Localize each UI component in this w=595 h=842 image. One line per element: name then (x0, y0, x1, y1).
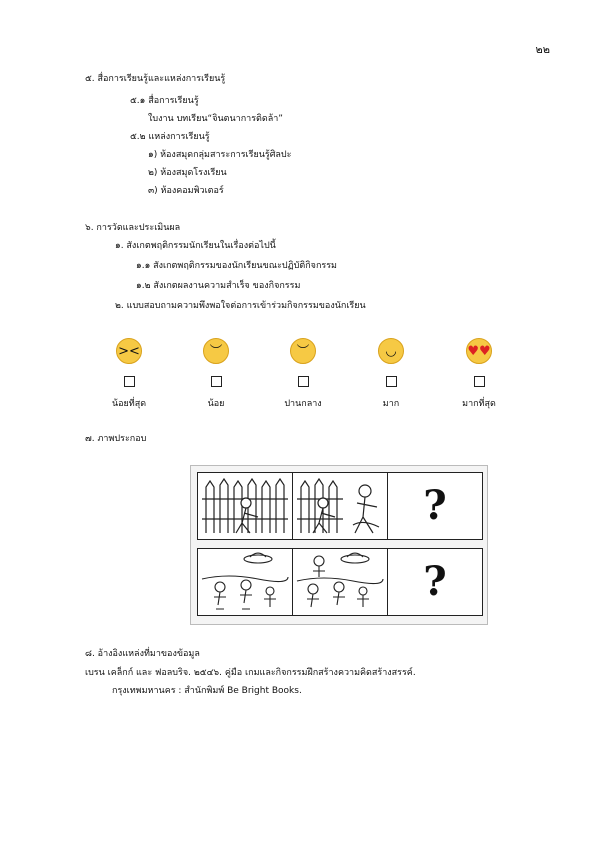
rating-label: มากที่สุด (462, 399, 496, 409)
rating-label: น้อย (207, 399, 225, 409)
section7-heading: ๗. ภาพประกอบ (85, 434, 147, 444)
section5-sub2-item: ๓) ห้องคอมพิวเตอร์ (148, 186, 224, 196)
reference-line-2: กรุงเทพมหานคร : สำนักพิมพ์ Be Bright Books. (112, 686, 302, 696)
reference-line-1: เบรน เคล็กก์ และ ฟอลบริจ. ๒๕๔๖. คู่มือ เกมและกิจกรรมฝึกสร้างความคิดสร้างสรรค์. (85, 668, 416, 678)
ufo-scene-illustration (198, 549, 291, 614)
section5-heading: ๕. สื่อการเรียนรู้และแหล่งการเรียนรู้ (85, 74, 226, 84)
rating-checkbox-very-high[interactable] (474, 376, 485, 387)
comic-panel-ufo-1 (197, 548, 293, 616)
section8-heading: ๘. อ้างอิงแหล่งที่มาของข้อมูล (85, 649, 200, 659)
page-number: ๒๒ (535, 43, 550, 56)
section6-item1: ๑. สังเกตพฤติกรรมนักเรียนในเรื่องต่อไปนี้ (115, 241, 276, 251)
rating-checkbox-medium[interactable] (298, 376, 309, 387)
comic-panel-ufo-2 (292, 548, 388, 616)
rating-checkbox-high[interactable] (386, 376, 397, 387)
rating-faces (0, 338, 595, 368)
fence-scene-illustration (293, 473, 386, 538)
rating-label: น้อยที่สุด (111, 399, 147, 409)
rating-checkbox-very-low[interactable] (124, 376, 135, 387)
rating-label: ปานกลาง (284, 399, 322, 409)
section5-sub1-item: ใบงาน บทเรียน“จินตนาการติดล้า” (148, 114, 283, 124)
section5-sub2-item: ๒) ห้องสมุดโรงเรียน (148, 168, 227, 178)
comic-panel-question-1: ? (387, 472, 483, 540)
rating-label: มาก (382, 399, 400, 409)
section6-item2: ๒. แบบสอบถามความพึงพอใจต่อการเข้าร่วมกิจกรรมของนักเรียน (115, 301, 366, 311)
comic-panel-question-2: ? (387, 548, 483, 616)
section5-sub2-item: ๑) ห้องสมุดกลุ่มสาระการเรียนรู้ศิลปะ (148, 150, 292, 160)
confounded-face-icon: >< (116, 338, 142, 364)
ufo-scene-illustration (293, 549, 386, 614)
section5-sub1: ๕.๑ สื่อการเรียนรู้ (130, 96, 199, 106)
pensive-face-icon: ︶ (290, 338, 316, 364)
comic-panel-fence-1 (197, 472, 293, 540)
fence-scene-illustration (198, 473, 291, 538)
section5-sub2: ๕.๒ แหล่งการเรียนรู้ (130, 132, 210, 142)
comic-illustration (190, 465, 488, 625)
comic-panel-fence-2 (292, 472, 388, 540)
section6-item1-sub2: ๑.๒ สังเกตผลงานความสำเร็จ ของกิจกรรม (136, 281, 301, 291)
section6-heading: ๖. การวัดและประเมินผล (85, 223, 181, 233)
disappointed-face-icon: ︶ (203, 338, 229, 364)
smiling-face-icon: ◡ (378, 338, 404, 364)
section6-item1-sub1: ๑.๑ สังเกตพฤติกรรมของนักเรียนขณะปฏิบัติกิจกรรม (136, 261, 337, 271)
rating-checkbox-low[interactable] (211, 376, 222, 387)
heart-eyes-face-icon: ♥♥ (466, 338, 492, 364)
